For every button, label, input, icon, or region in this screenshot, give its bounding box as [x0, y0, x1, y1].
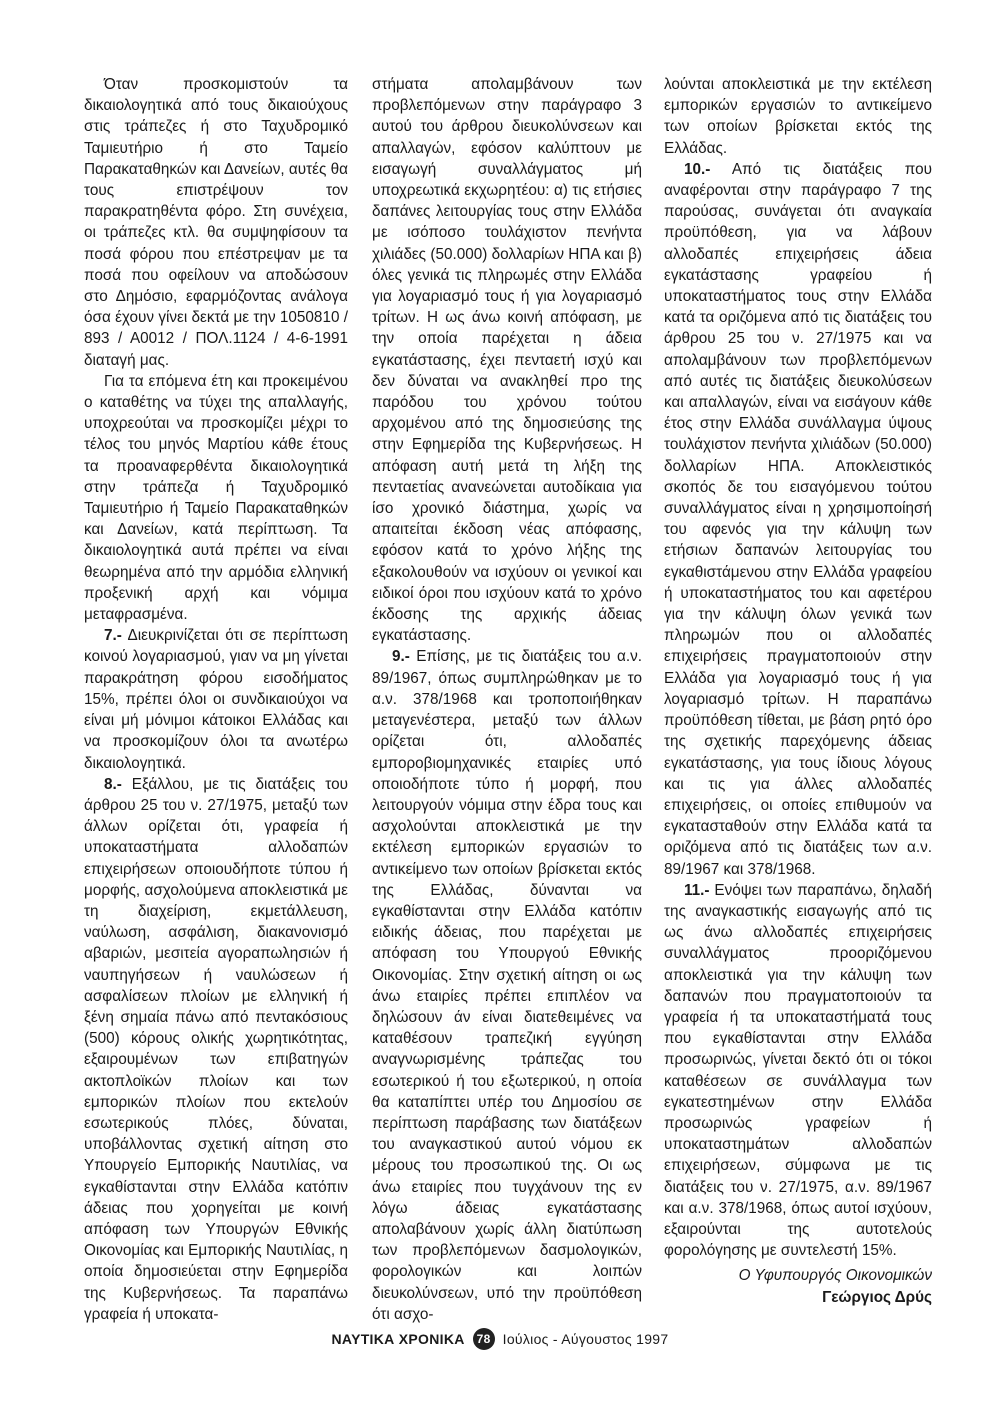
text-column-2 [372, 74, 642, 1325]
text-column-3 [664, 74, 932, 1308]
paragraph-text: Επίσης, με τις διατάξεις του α.ν. 89/1967, όπως συμπληρώθηκαν με το α.ν. 378/1968 και τροποποιήθηκαν μεταγενέστερα, μεταξύ των άλλων ορίζεται ότι, αλλοδαπές εμποροβιομηχανικές εταιρίες υπό οποιοδήποτε τύπο ή μορφή, που λειτουργούν νόμιμα στην έδρα τους και ασχολούνται αποκλειστικά με την εκτέλεση εμπορικών εργασιών το αντικείμενο των οποίων βρίσκεται εκτός της Ελλάδας, δύνανται να εγκαθίστανται στην Ελλάδα κατόπιν ειδικής άδειας, που παρέχεται με απόφαση του Υπουργού Εθνικής Οικονομίας. Στην σχετική αίτηση οι ως άνω εταιρίες πρέπει επιπλέον να δηλώσουν άν είναι διατεθειμένες να καταθέσουν τραπεζική εγγύηση αναγνωρισμένης τράπεζας του εσωτερικού ή του εξωτερικού, η οποία θα καταπίπτει υπέρ του Δημοσίου σε περίπτωση παράβασης των διατάξεων του αναγκαστικού αυτού νόμου εκ μέρους του προσωπικού της. Οι ως άνω εταιρίες που τυγχάνουν της εν λόγω άδειας εγκατάστασης απολαβάνουν χωρίς άλλη διατύπωση των προβλεπόμενων δασμολογικών, φορολογικών και λοιπών διευκολύνσεων, υπό την προϋπόθεση ότι ασχο- [372, 648, 642, 1323]
signature-role: Ο Υφυπουργός Οικονομικών [738, 1267, 932, 1285]
paragraph [664, 159, 932, 880]
paragraph-text: Διευκρινίζεται ότι σε περίπτωση κοινού λογαριασμού, γιαν να μη γίνεται παρακράτηση φόρου εισοδήματος 15%, πρέπει όλοι οι συνδικαιούχοι να είναι μή μόνιμοι κάτοικοι Ελλάδας και να προσκομίζουν όλοι τα ανωτέρω δικαιολογητικά. [84, 627, 348, 772]
page-number-badge: 78 [473, 1328, 495, 1350]
paragraph [664, 880, 932, 1262]
paragraph-text: Όταν προσκομιστούν τα δικαιολογητικά από τους δικαιούχους στις τράπεζες ή στο Ταχυδρομικό Ταμιευτήριο ή στο Ταμείο Παρακαταθηκών και Δανείων, αυτές θα τους επιστρέψουν τον παρακρατηθέντα φόρο. Στη συνέχεια, οι τράπεζες κτλ. θα συμψηφίσουν τα ποσά φόρου που επέστρεψαν με τα ποσά που οφείλουν να αποδώσουν στο Δημόσιο, εφαρμόζοντας ανάλογα όσα έχουν γίνει δεκτά με την 1050810 / 893 / Α0012 / ΠΟΛ.1124 / 4-6-1991 διαταγή μας. [84, 76, 348, 369]
paragraph-number: 9.- [392, 648, 410, 666]
paragraph [372, 646, 642, 1325]
paragraph-text: Για τα επόμενα έτη και προκειμένου ο καταθέτης να τύχει της απαλλαγής, υποχρεούται να προσκομίζει μέχρι το τέλος του μηνός Μαρτίου κάθε έτους τα προαναφερθέντα δικαιολογητικά στην τράπεζα ή Ταχυδρομικό Ταμιευτήριο ή Ταμείο Παρακαταθηκών και Δανείων, κατά περίπτωση. Τα δικαιολογητικά αυτά πρέπει να είναι θεωρημένα από την αρμόδια ελληνική προξενική αρχή και νόμιμα μεταφρασμένα. [84, 372, 348, 624]
paragraph-text: στήματα απολαμβάνουν των προβλεπόμενων στην παράγραφο 3 αυτού του άρθρου διευκολύνσεων και απαλλαγών, εφόσον καλύπτουν με εισαγωγή συναλλάγματος μή υποχρεωτικά εκχωρητέου: α) τις ετήσιες δαπάνες λειτουργίας τους στην Ελλάδα με ισόποσο τουλάχιστον πενήντα χιλιάδες (50.000) δολλαρίων ΗΠΑ και β) όλες γενικά τις πληρωμές στην Ελλάδα για λογαριασμό τους ή για λογαριασμό τρίτων. Η ως άνω κοινή απόφαση, με την οποία παρέχεται η άδεια εγκατάστασης, έχει πενταετή ισχύ και δεν δύναται να ανακληθεί προ της παρόδου του χρόνου τούτου αρχομένου από της δημοσιεύσης της στην Εφημερίδα της Κυβερνήσεως. Η απόφαση αυτή μετά τη λήξη της πενταετίας ανανεώνεται αυτοδίκαια για ίσο χρονικό διάστημα, χωρίς να απαιτείται έκδοση νέας απόφασης, εφόσον κατά το χρόνο λήξης της εξακολουθούν να ισχύουν οι γενικοί και ειδικοί όροι που ισχύουν κατά το χρόνο έκδοσης της αρχικής άδειας εγκατάστασης. [372, 76, 642, 645]
paragraph-number: 7.- [104, 627, 122, 645]
issue-date: Ιούλιος - Αύγουστος 1997 [502, 1331, 669, 1347]
paragraph-number: 8.- [104, 775, 122, 793]
paragraph [84, 74, 348, 371]
signature-name: Γεώργιος Δρύς [822, 1288, 932, 1306]
paragraph [84, 774, 348, 1325]
paragraph-number: 10.- [684, 160, 711, 178]
paragraph-text: λούνται αποκλειστικά με την εκτέλεση εμπορικών εργασιών το αντικείμενο των οποίων βρίσκεται εκτός της Ελλάδας. [664, 76, 932, 157]
paragraph-text: Εξάλλου, με τις διατάξεις του άρθρου 25 του ν. 27/1975, μεταξύ των άλλων ορίζεται ότι, γραφεία ή υποκαταστήματα αλλοδαπών επιχειρήσεων οποιουδήποτε τύπου ή μορφής, ασχολούμενα αποκλειστικά με τη διαχείριση, εκμετάλλευση, ναύλωση, ασφάλιση, διακανονισμό αβαριών, μεσιτεία αγοραπωλησιών ή ναυπηγήσεων ή ναυλώσεων ή ασφαλίσεων πλοίων με ελληνική ή ξένη σημαία πάνω από πεντακόσιους (500) κόρους ολικής χωρητικότητας, εξαιρουμένων των επιβατηγών ακτοπλοϊκών πλοίων και των εμπορικών πλοίων που εκτελούν εσωτερικούς πλόες, δύναται, υποβάλλοντας σχετική αίτηση στο Υπουργείο Εμπορικής Ναυτιλίας, να εγκαθίστανται στην Ελλάδα κατόπιν άδειας που χορηγείται με κοινή απόφαση των Υπουργών Εθνικής Οικονομίας και Εμπορικής Ναυτιλίας, η οποία δημοσιεύεται στην Εφημερίδα της Κυβερνήσεως. Τα παραπάνω γραφεία ή υποκατα- [84, 775, 348, 1323]
paragraph [664, 74, 932, 159]
text-column-1 [84, 74, 348, 1325]
page-footer [0, 1328, 1000, 1350]
paragraph [372, 74, 642, 646]
paragraph-number: 11.- [684, 881, 710, 899]
magazine-name: ΝΑΥΤΙΚΑ ΧΡΟΝΙΚΑ [331, 1331, 465, 1347]
paragraph-text: Ενόψει των παραπάνω, δηλαδή της αναγκαστικής εισαγωγής από τις ως άνω αλλοδαπές επιχειρήσεις συναλλάγματος προοριζόμενου αποκλειστικά για την κάλυψη των δαπανών που πραγματοποιούν τα γραφεία ή τα υποκαταστήματά τους που εγκαθίστανται στην Ελλάδα προσωρινώς, γίνεται δεκτό ότι οι τόκοι καταθέσεων σε συνάλλαγμα των εγκατεστημένων στην Ελλάδα προσωρινώς γραφείων ή υποκαταστημάτων αλλοδαπών επιχειρήσεων, σύμφωνα με τις διατάξεις του ν. 27/1975, α.ν. 89/1967 και α.ν. 378/1968, όπως αυτοί ισχύουν, εξαιρούνται της αυτοτελούς φορολόγησης με συντελεστή 15%. [664, 881, 932, 1260]
signature-block [664, 1265, 932, 1307]
paragraph [84, 625, 348, 773]
paragraph-text: Από τις διατάξεις που αναφέρονται στην παράγραφο 7 της παρούσας, συνάγεται ότι αναγκαία προϋπόθεση, για να λάβουν αλλοδαπές επιχειρήσεις άδεια εγκατάστασης γραφείου ή υποκαταστήματος τους στην Ελλάδα κατά τα οριζόμενα από τις διατάξεις του άρθρου 25 του ν. 27/1975 και να απολαμβάνουν των προβλεπόμενων από αυτές τις διατάξεις διευκολύσεων και απαλλαγών, είναι να εισάγουν κάθε έτος στην Ελλάδα συνάλλαγμα ύψους τουλάχιστον πενήντα χιλιάδων (50.000) δολλαρίων ΗΠΑ. Αποκλειστικός σκοπός δε του εισαγόμενου τούτου συναλλάγματος είναι η χρησιμοποίησή του αφενός για την κάλυψη των ετήσιων δαπανών λειτουργίας του εγκαθιστάμενου στην Ελλάδα γραφείου ή υποκαταστήματος του και αφετέρου για την κάλυψη όλων γενικά των πληρωμών που οι αλλοδαπές επιχειρήσεις πραγματοποιούν στην Ελλάδα για λογαριασμό τους ή για λογαριασμό τρίτων. Η παραπάνω προϋπόθεση τίθεται, με βάση ρητό όρο της σχετικής παρεχόμενης άδειας εγκατάστασης, για τους ίδιους λόγους και τις για άλλες αλλοδαπές επιχειρήσεις, οι οποίες επιθυμούν να εγκατασταθούν στην Ελλάδα κατά τα οριζόμενα από τις διατάξεις των α.ν. 89/1967 και 378/1968. [664, 160, 932, 878]
paragraph [84, 371, 348, 625]
